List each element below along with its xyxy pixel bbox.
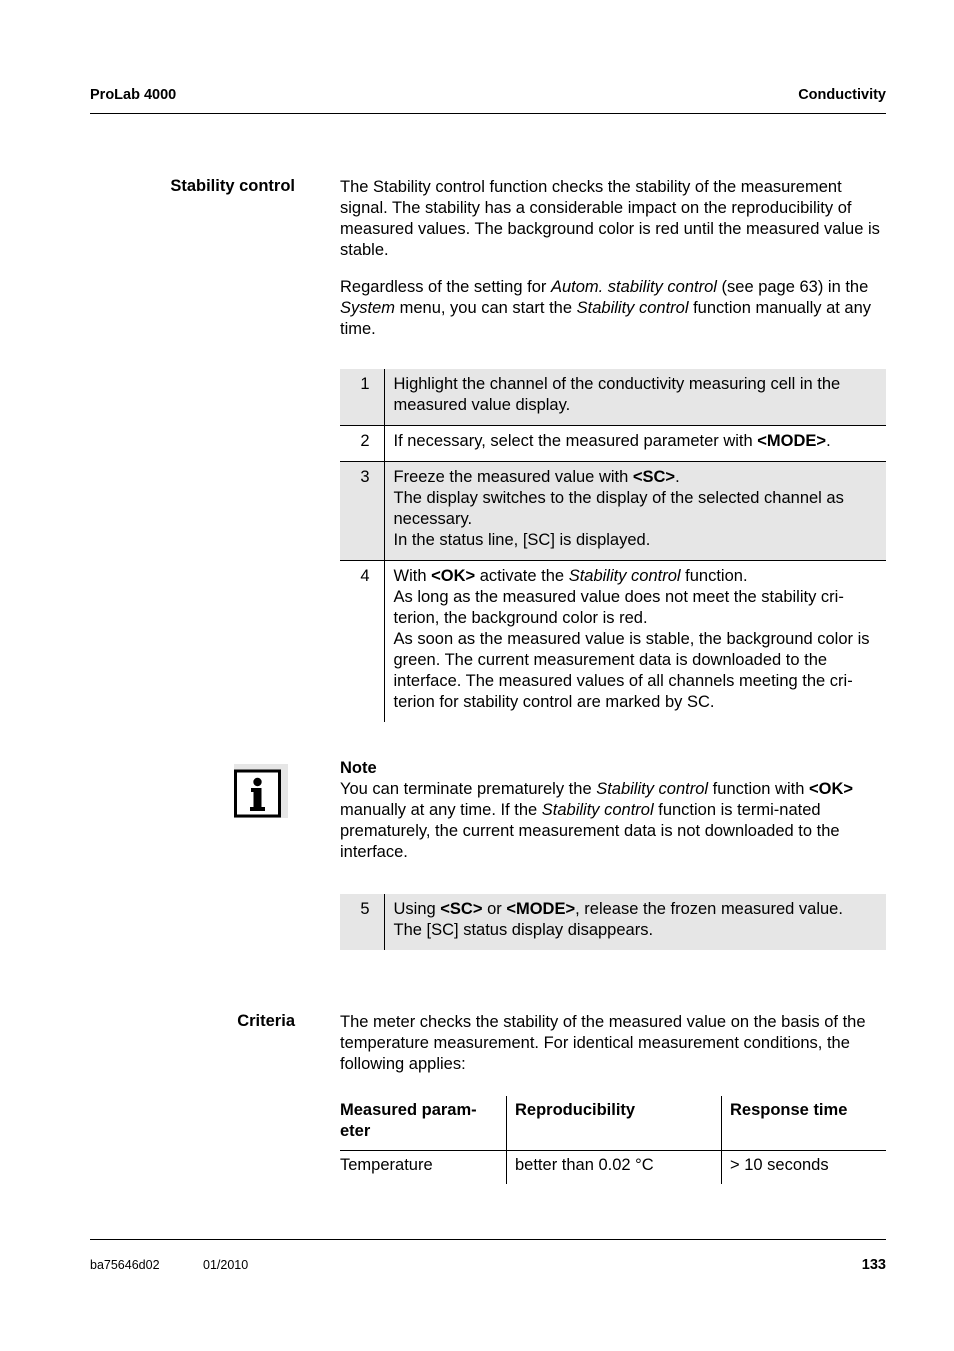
step-text: With <OK> activate the Stability control function. As long as the measured value does not meet the stability cri-terion, the background color is red. As soon as the measured value is stable, the background color is green. The current measurement data is downloaded to the interface. The measured values of all channels meeting the cri-terion for stability control are marked by SC.	[384, 561, 886, 723]
step-text: Using <SC> or <MODE>, release the frozen measured value. The [SC] status display disappears.	[384, 894, 886, 950]
stability-p2: Regardless of the setting for Autom. stability control (see page 63) in the System menu, you can start the Stability control function manually at any time.	[340, 278, 872, 338]
table-cell: Temperature	[340, 1151, 507, 1185]
note-text: You can terminate prematurely the Stability control function with <OK> manually at any time. If the Stability control function is termi-nated prematurely, the current measurement data is not downloaded to the interface.	[340, 780, 854, 861]
footer-doc-id: ba75646d02	[90, 1258, 160, 1272]
page-number: 133	[861, 1257, 886, 1273]
note-title: Note	[340, 759, 377, 777]
step-number: 2	[340, 426, 384, 462]
column-header: Response time	[722, 1096, 887, 1151]
note-block	[340, 758, 886, 863]
table-cell: better than 0.02 °C	[507, 1151, 722, 1185]
header-product: ProLab 4000	[90, 87, 177, 103]
footer-rule	[90, 1239, 886, 1240]
criteria-text: The meter checks the stability of the measured value on the basis of the temperature measurement. For identical measurement conditions, the following applies:	[340, 1013, 866, 1073]
header-rule	[90, 113, 886, 114]
stability-p1: The Stability control function checks the stability of the measurement signal. The stability has a considerable impact on the reproducibility of measured values. The background color is red until the measured value is stable.	[340, 178, 880, 259]
step-row	[340, 894, 886, 950]
column-header: Reproducibility	[507, 1096, 722, 1151]
step-row	[340, 369, 886, 426]
step-number: 4	[340, 561, 384, 723]
step-row	[340, 462, 886, 561]
step5-table	[340, 894, 886, 950]
table-cell: > 10 seconds	[730, 1156, 829, 1174]
stability-heading: Stability control	[170, 177, 295, 195]
table-row	[340, 1151, 886, 1185]
criteria-heading: Criteria	[237, 1012, 295, 1030]
header-section: Conductivity	[798, 87, 886, 103]
footer-date: 01/2010	[203, 1258, 249, 1272]
step-text: If necessary, select the measured parameter with <MODE>.	[384, 426, 886, 462]
step-number: 5	[340, 894, 384, 950]
criteria-table	[340, 1096, 886, 1184]
info-icon	[234, 764, 288, 818]
step-text: Freeze the measured value with <SC>. The display switches to the display of the selected channel as necessary. In the status line, [SC] is displayed.	[384, 462, 886, 561]
step-row	[340, 426, 886, 462]
step-number: 3	[340, 462, 384, 561]
step-number: 1	[340, 369, 384, 426]
step-text: Highlight the channel of the conductivity measuring cell in the measured value display.	[384, 369, 886, 426]
stability-intro	[340, 177, 886, 340]
table-header-row	[340, 1096, 886, 1151]
steps-table	[340, 369, 886, 722]
step-row	[340, 561, 886, 723]
column-header: Measured param-eter	[340, 1096, 507, 1151]
